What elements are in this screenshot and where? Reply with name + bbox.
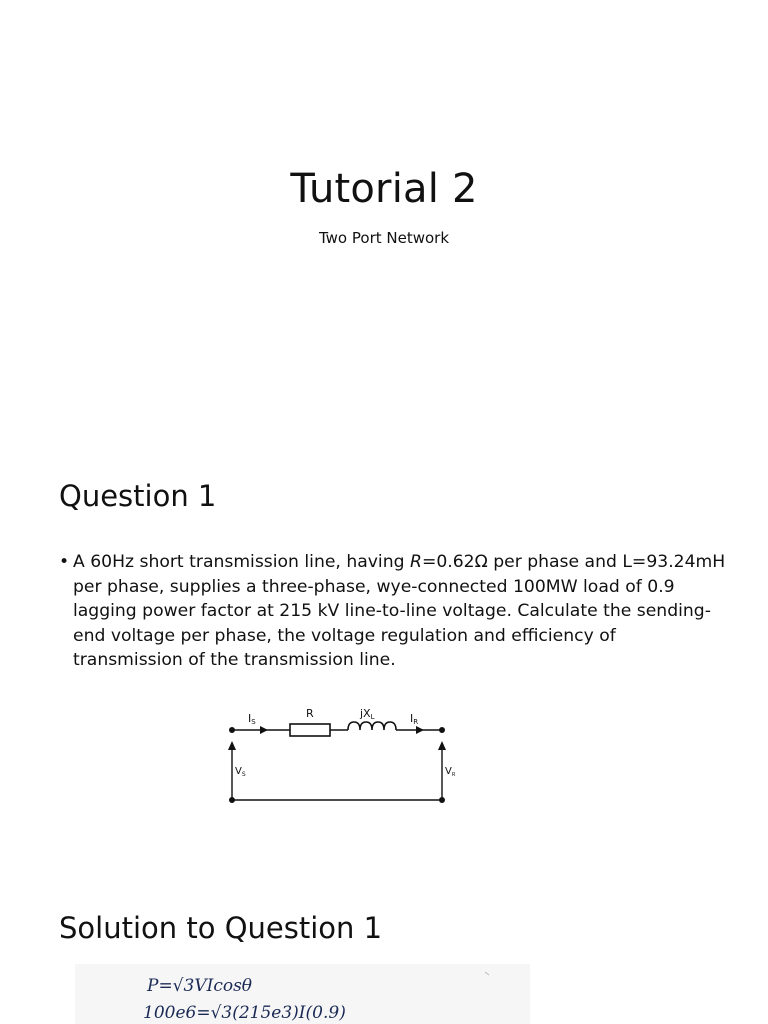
- ir-arrow: [416, 726, 424, 734]
- title-slide: [0, 0, 768, 450]
- jx-label: jXL: [360, 707, 375, 721]
- solution-heading: Solution to Question 1: [59, 911, 383, 945]
- slide-title: Tutorial 2: [290, 166, 478, 212]
- question-text-part-1: A 60Hz short transmission line, having: [73, 552, 410, 572]
- question-text-part-2: =0.62Ω per phase and L=93.24mH per phase, supplies a three-phase, wye-connected 100MW load of 0.9 lagging power factor at 215 kV line-to-line voltage. Calculate the sending-end voltage per phase, the voltage regulation and efficiency of transmission of the transmission line.: [73, 552, 726, 670]
- ir-label: IR: [410, 712, 419, 726]
- vr-arrow-head: [438, 741, 446, 750]
- handwritten-notes: [75, 964, 530, 1024]
- question-heading: Question 1: [59, 479, 217, 513]
- terminal-top-left: [229, 727, 235, 733]
- question-bullet: [59, 550, 729, 673]
- vs-arrow-head: [228, 741, 236, 750]
- vr-label: $V_R$: [445, 766, 456, 778]
- resistance-symbol: R: [409, 552, 422, 572]
- notes-line-1: P=√3VIcosθ: [147, 976, 253, 996]
- circuit-diagram: [220, 702, 460, 812]
- notes-line-2: 100e6=√3(215e3)I(0.9): [143, 1003, 346, 1023]
- terminal-top-right: [439, 727, 445, 733]
- is-label: IS: [248, 712, 256, 726]
- resistor-symbol: [290, 724, 330, 736]
- question-slide: [0, 450, 768, 900]
- solution-slide: [0, 900, 768, 1024]
- inductor-symbol: [348, 722, 396, 730]
- notes-drawing: [75, 964, 530, 1024]
- r-label: R: [306, 707, 314, 720]
- is-arrow: [260, 726, 268, 734]
- slide-subtitle: Two Port Network: [318, 229, 450, 247]
- question-text: [73, 550, 729, 673]
- bullet-dot: •: [59, 552, 70, 572]
- vs-label: $V_S$: [235, 766, 246, 778]
- notes-mark: [485, 972, 489, 975]
